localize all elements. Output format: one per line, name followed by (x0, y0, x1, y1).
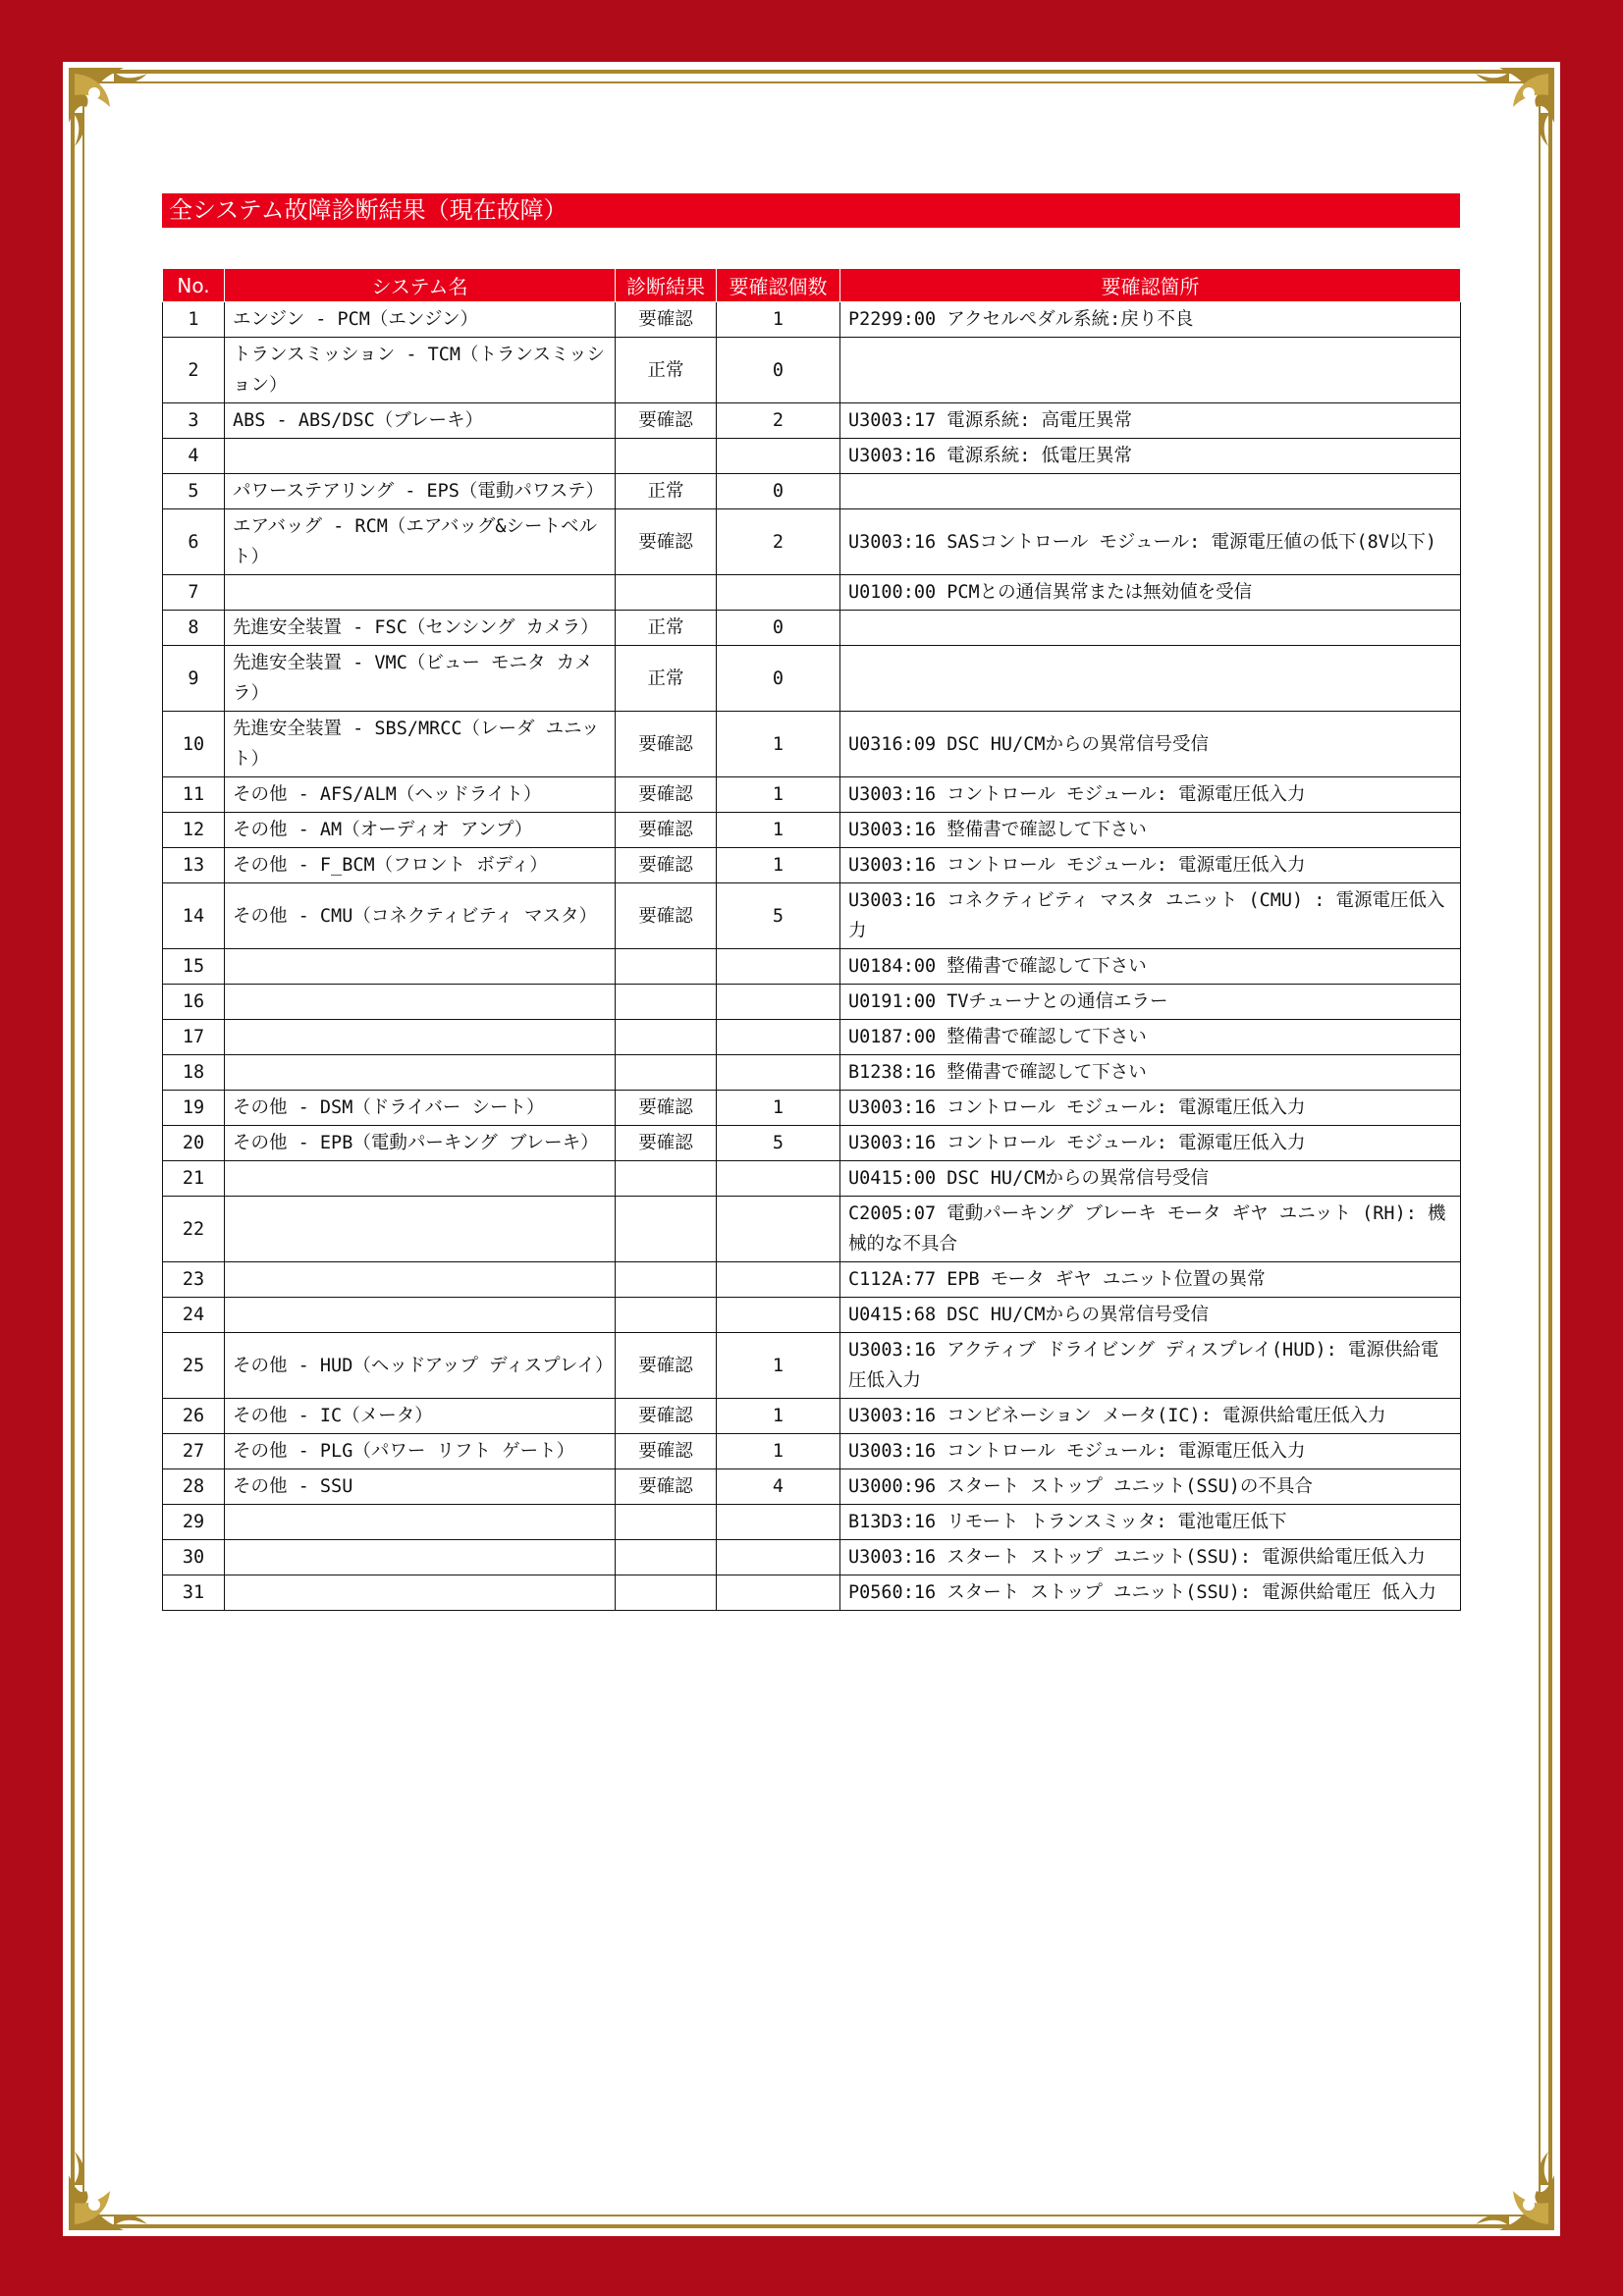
cell-no: 21 (163, 1161, 225, 1197)
cell-result (616, 1540, 717, 1575)
column-header-no: No. (163, 269, 225, 302)
table-row (163, 509, 1461, 575)
cell-no: 9 (163, 646, 225, 712)
cell-count (717, 1505, 840, 1540)
table-row (163, 403, 1461, 439)
table-row (163, 1020, 1461, 1055)
cell-detail: P0560:16 スタート ストップ ユニット(SSU): 電源供給電圧 低入力 (840, 1575, 1461, 1611)
cell-system: パワーステアリング - EPS（電動パワステ） (225, 474, 616, 509)
cell-count: 1 (717, 712, 840, 777)
cell-no: 16 (163, 985, 225, 1020)
cell-system (225, 1540, 616, 1575)
table-row (163, 439, 1461, 474)
cell-detail: U3003:16 スタート ストップ ユニット(SSU): 電源供給電圧低入力 (840, 1540, 1461, 1575)
cell-detail: U0415:68 DSC HU/CMからの異常信号受信 (840, 1298, 1461, 1333)
cell-system: 先進安全装置 - FSC（センシング カメラ） (225, 611, 616, 646)
column-header-count: 要確認個数 (717, 269, 840, 302)
cell-result: 正常 (616, 611, 717, 646)
cell-detail: U3003:16 SASコントロール モジュール: 電源電圧値の低下(8V以下) (840, 509, 1461, 575)
cell-system: その他 - AFS/ALM（ヘッドライト） (225, 777, 616, 813)
table-row (163, 1434, 1461, 1469)
cell-no: 11 (163, 777, 225, 813)
cell-detail: B13D3:16 リモート トランスミッタ: 電池電圧低下 (840, 1505, 1461, 1540)
cell-detail: U0184:00 整備書で確認して下さい (840, 949, 1461, 985)
table-body (163, 302, 1461, 1611)
table-row (163, 949, 1461, 985)
cell-result (616, 985, 717, 1020)
table-row (163, 1197, 1461, 1262)
cell-system: 先進安全装置 - VMC（ビュー モニタ カメラ） (225, 646, 616, 712)
cell-result (616, 1298, 717, 1333)
cell-result (616, 1575, 717, 1611)
cell-count: 5 (717, 883, 840, 949)
cell-detail: U3003:16 アクティブ ドライビング ディスプレイ(HUD): 電源供給電圧低入力 (840, 1333, 1461, 1399)
cell-no: 31 (163, 1575, 225, 1611)
corner-ornament-icon (1468, 2144, 1558, 2234)
cell-no: 6 (163, 509, 225, 575)
cell-result (616, 1020, 717, 1055)
cell-system: その他 - SSU (225, 1469, 616, 1505)
cell-result (616, 1197, 717, 1262)
cell-no: 27 (163, 1434, 225, 1469)
table-row (163, 302, 1461, 338)
cell-result: 要確認 (616, 883, 717, 949)
cell-count (717, 1575, 840, 1611)
cell-no: 12 (163, 813, 225, 848)
cell-count: 1 (717, 1399, 840, 1434)
corner-ornament-icon (65, 2144, 155, 2234)
cell-no: 18 (163, 1055, 225, 1091)
cell-no: 30 (163, 1540, 225, 1575)
cell-system: トランスミッション - TCM（トランスミッション） (225, 338, 616, 403)
cell-no: 5 (163, 474, 225, 509)
cell-result: 要確認 (616, 403, 717, 439)
cell-detail (840, 646, 1461, 712)
cell-system (225, 1020, 616, 1055)
cell-detail (840, 474, 1461, 509)
cell-detail: C2005:07 電動パーキング ブレーキ モータ ギヤ ユニット (RH): 機械的な不具合 (840, 1197, 1461, 1262)
cell-no: 1 (163, 302, 225, 338)
cell-count: 1 (717, 302, 840, 338)
cell-count (717, 439, 840, 474)
cell-count: 0 (717, 338, 840, 403)
cell-no: 3 (163, 403, 225, 439)
cell-detail: P2299:00 アクセルペダル系統:戻り不良 (840, 302, 1461, 338)
cell-result: 要確認 (616, 712, 717, 777)
cell-detail: U3003:16 コンビネーション メータ(IC): 電源供給電圧低入力 (840, 1399, 1461, 1434)
cell-detail: C112A:77 EPB モータ ギヤ ユニット位置の異常 (840, 1262, 1461, 1298)
cell-detail: U0191:00 TVチューナとの通信エラー (840, 985, 1461, 1020)
cell-result (616, 439, 717, 474)
table-row (163, 474, 1461, 509)
cell-detail: U3003:17 電源系統: 高電圧異常 (840, 403, 1461, 439)
cell-count: 2 (717, 509, 840, 575)
cell-result: 要確認 (616, 1091, 717, 1126)
cell-system: その他 - PLG（パワー リフト ゲート） (225, 1434, 616, 1469)
cell-detail: U3003:16 コントロール モジュール: 電源電圧低入力 (840, 848, 1461, 883)
table-row (163, 611, 1461, 646)
cell-result (616, 1161, 717, 1197)
cell-system (225, 985, 616, 1020)
column-header-result: 診断結果 (616, 269, 717, 302)
cell-no: 7 (163, 575, 225, 611)
cell-count: 0 (717, 474, 840, 509)
cell-count: 4 (717, 1469, 840, 1505)
cell-system (225, 949, 616, 985)
cell-result (616, 949, 717, 985)
cell-no: 23 (163, 1262, 225, 1298)
cell-system: ABS - ABS/DSC（ブレーキ） (225, 403, 616, 439)
cell-no: 24 (163, 1298, 225, 1333)
section-title: 全システム故障診断結果（現在故障） (162, 193, 1460, 228)
cell-system (225, 575, 616, 611)
cell-result (616, 1055, 717, 1091)
table-row (163, 985, 1461, 1020)
table-row (163, 338, 1461, 403)
cell-no: 29 (163, 1505, 225, 1540)
cell-count (717, 949, 840, 985)
cell-system (225, 439, 616, 474)
cell-count (717, 1161, 840, 1197)
cell-result: 正常 (616, 338, 717, 403)
column-header-detail: 要確認箇所 (840, 269, 1461, 302)
table-row (163, 1091, 1461, 1126)
table-row (163, 575, 1461, 611)
cell-detail: U3003:16 コントロール モジュール: 電源電圧低入力 (840, 1434, 1461, 1469)
cell-system (225, 1262, 616, 1298)
cell-system: エアバッグ - RCM（エアバッグ&シートベルト） (225, 509, 616, 575)
cell-system: その他 - DSM（ドライバー シート） (225, 1091, 616, 1126)
cell-detail: U3003:16 コントロール モジュール: 電源電圧低入力 (840, 777, 1461, 813)
cell-no: 15 (163, 949, 225, 985)
table-row (163, 848, 1461, 883)
cell-count: 0 (717, 646, 840, 712)
cell-count (717, 1055, 840, 1091)
cell-no: 13 (163, 848, 225, 883)
cell-detail (840, 338, 1461, 403)
cell-no: 4 (163, 439, 225, 474)
column-header-system: システム名 (225, 269, 616, 302)
cell-no: 10 (163, 712, 225, 777)
cell-count: 1 (717, 777, 840, 813)
table-row (163, 1055, 1461, 1091)
diagnosis-table (162, 268, 1461, 1611)
cell-count (717, 1262, 840, 1298)
corner-ornament-icon (1468, 64, 1558, 154)
table-row (163, 1262, 1461, 1298)
cell-detail: U0100:00 PCMとの通信異常または無効値を受信 (840, 575, 1461, 611)
cell-system: その他 - F_BCM（フロント ボディ） (225, 848, 616, 883)
cell-result: 要確認 (616, 813, 717, 848)
table-row (163, 1540, 1461, 1575)
cell-detail: U3003:16 整備書で確認して下さい (840, 813, 1461, 848)
cell-count (717, 1197, 840, 1262)
cell-result: 要確認 (616, 777, 717, 813)
cell-result: 要確認 (616, 1399, 717, 1434)
cell-detail: U0415:00 DSC HU/CMからの異常信号受信 (840, 1161, 1461, 1197)
table-row (163, 1126, 1461, 1161)
table-row (163, 1298, 1461, 1333)
cell-system (225, 1161, 616, 1197)
cell-system: その他 - HUD（ヘッドアップ ディスプレイ） (225, 1333, 616, 1399)
cell-system: その他 - CMU（コネクティビティ マスタ） (225, 883, 616, 949)
cell-result: 要確認 (616, 1333, 717, 1399)
cell-no: 2 (163, 338, 225, 403)
cell-result: 要確認 (616, 509, 717, 575)
cell-system (225, 1298, 616, 1333)
cell-detail: U0187:00 整備書で確認して下さい (840, 1020, 1461, 1055)
cell-no: 8 (163, 611, 225, 646)
cell-system (225, 1055, 616, 1091)
cell-system (225, 1575, 616, 1611)
cell-count: 1 (717, 848, 840, 883)
cell-no: 22 (163, 1197, 225, 1262)
cell-detail: U0316:09 DSC HU/CMからの異常信号受信 (840, 712, 1461, 777)
cell-system: その他 - AM（オーディオ アンプ） (225, 813, 616, 848)
table-row (163, 712, 1461, 777)
cell-system: 先進安全装置 - SBS/MRCC（レーダ ユニット） (225, 712, 616, 777)
cell-system (225, 1505, 616, 1540)
cell-no: 19 (163, 1091, 225, 1126)
cell-result: 要確認 (616, 848, 717, 883)
cell-detail: B1238:16 整備書で確認して下さい (840, 1055, 1461, 1091)
cell-result: 要確認 (616, 302, 717, 338)
table-row (163, 1469, 1461, 1505)
cell-detail (840, 611, 1461, 646)
cell-result: 正常 (616, 474, 717, 509)
cell-count (717, 1298, 840, 1333)
cell-count: 5 (717, 1126, 840, 1161)
cell-detail: U3000:96 スタート ストップ ユニット(SSU)の不具合 (840, 1469, 1461, 1505)
cell-count (717, 985, 840, 1020)
corner-ornament-icon (65, 64, 155, 154)
table-row (163, 777, 1461, 813)
table-row (163, 1333, 1461, 1399)
cell-system: その他 - IC（メータ） (225, 1399, 616, 1434)
cell-count: 1 (717, 1434, 840, 1469)
cell-count: 2 (717, 403, 840, 439)
cell-no: 28 (163, 1469, 225, 1505)
cell-result (616, 1262, 717, 1298)
table-header-row (163, 269, 1461, 302)
table-row (163, 813, 1461, 848)
cell-count: 1 (717, 1091, 840, 1126)
cell-result (616, 575, 717, 611)
cell-count (717, 1540, 840, 1575)
table-row (163, 1575, 1461, 1611)
cell-detail: U3003:16 コネクティビティ マスタ ユニット (CMU) : 電源電圧低入力 (840, 883, 1461, 949)
table-row (163, 883, 1461, 949)
cell-no: 20 (163, 1126, 225, 1161)
cell-count: 0 (717, 611, 840, 646)
cell-result (616, 1505, 717, 1540)
table-row (163, 1161, 1461, 1197)
cell-result: 要確認 (616, 1469, 717, 1505)
cell-count: 1 (717, 1333, 840, 1399)
cell-system: その他 - EPB（電動パーキング ブレーキ） (225, 1126, 616, 1161)
table-row (163, 646, 1461, 712)
table-row (163, 1399, 1461, 1434)
cell-detail: U3003:16 電源系統: 低電圧異常 (840, 439, 1461, 474)
cell-detail: U3003:16 コントロール モジュール: 電源電圧低入力 (840, 1091, 1461, 1126)
cell-result: 要確認 (616, 1434, 717, 1469)
cell-count: 1 (717, 813, 840, 848)
cell-system (225, 1197, 616, 1262)
cell-detail: U3003:16 コントロール モジュール: 電源電圧低入力 (840, 1126, 1461, 1161)
cell-no: 26 (163, 1399, 225, 1434)
cell-result: 要確認 (616, 1126, 717, 1161)
cell-no: 17 (163, 1020, 225, 1055)
cell-count (717, 575, 840, 611)
cell-result: 正常 (616, 646, 717, 712)
cell-no: 25 (163, 1333, 225, 1399)
cell-count (717, 1020, 840, 1055)
cell-system: エンジン - PCM（エンジン） (225, 302, 616, 338)
table-row (163, 1505, 1461, 1540)
cell-no: 14 (163, 883, 225, 949)
